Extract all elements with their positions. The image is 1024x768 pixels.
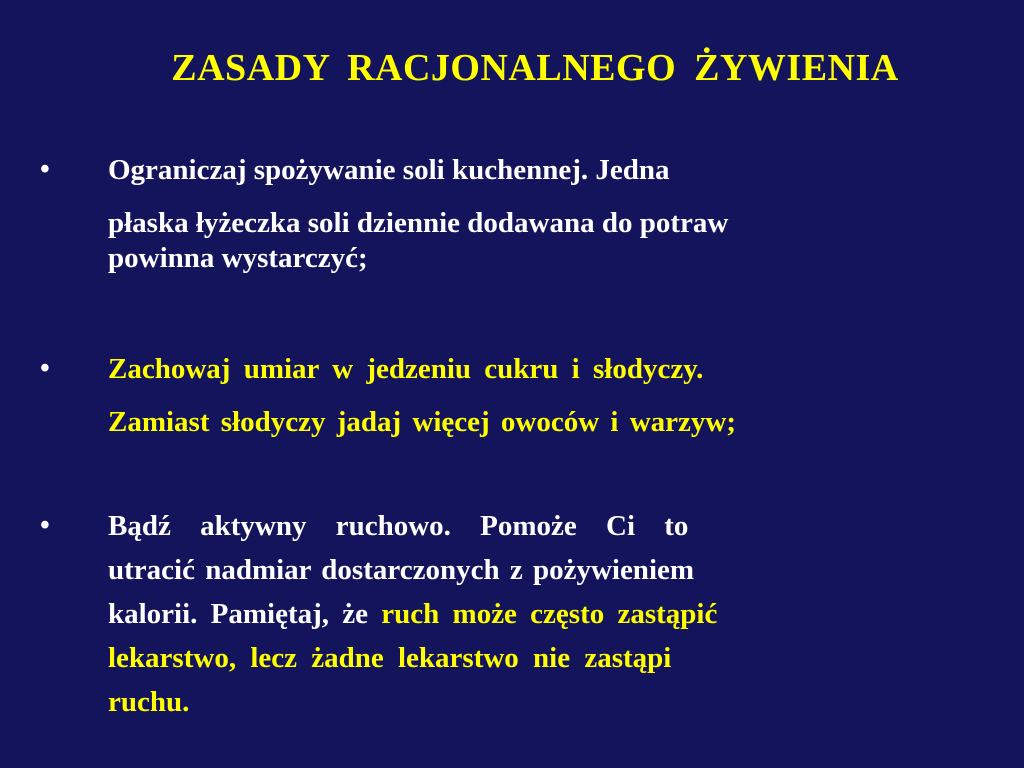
bullet-line: ruchu. <box>108 686 190 718</box>
bullet-line: lekarstwo, lecz żadne lekarstwo nie zastąpi <box>108 642 672 674</box>
bullet-line: płaska łyżeczka soli dziennie dodawana do potraw <box>108 207 729 239</box>
bullet-dot: • <box>40 154 50 185</box>
bullet-line: powinna wystarczyć; <box>108 242 368 274</box>
bullet-line: Bądź aktywny ruchowo. Pomoże Ci to <box>108 510 689 542</box>
bullet-line: utracić nadmiar dostarczonych z pożywieniem <box>108 554 695 586</box>
bullet-line-mixed <box>108 596 717 632</box>
bullet-dot: • <box>40 353 50 384</box>
bullet-line: Zamiast słodyczy jadaj więcej owoców i warzyw; <box>108 406 737 438</box>
bullet-text-highlight: ruch może często zastąpić <box>381 598 718 630</box>
slide-title: ZASADY RACJONALNEGO ŻYWIENIA <box>171 47 899 89</box>
bullet-line: Ograniczaj spożywanie soli kuchennej. Jedna <box>108 154 670 186</box>
bullet-dot: • <box>40 510 50 541</box>
bullet-line: Zachowaj umiar w jedzeniu cukru i słodyczy. <box>108 353 704 385</box>
bullet-text-white: kalorii. Pamiętaj, że <box>108 598 382 630</box>
